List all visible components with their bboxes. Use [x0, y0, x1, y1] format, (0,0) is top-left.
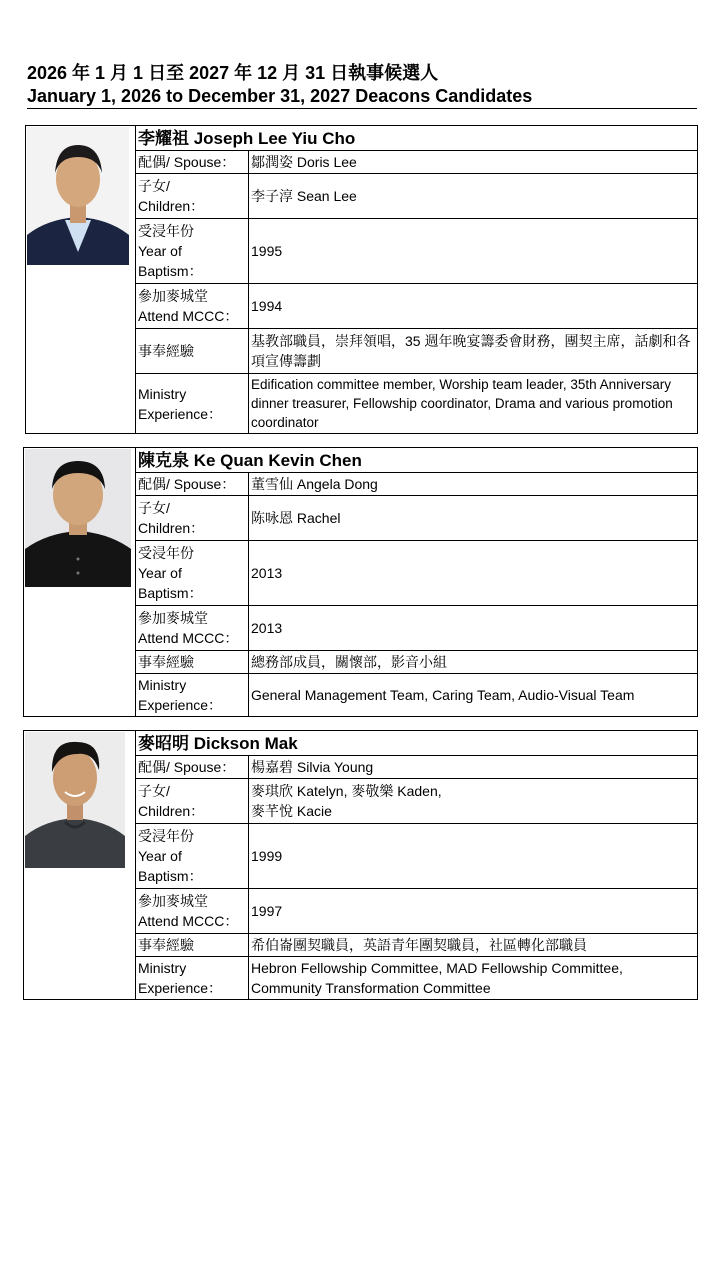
- photo-cell: [26, 126, 136, 434]
- title-chinese: 2026 年 1 月 1 日至 2027 年 12 月 31 日執事候選人: [27, 63, 439, 83]
- ministry-zh-label: 事奉經驗: [136, 651, 249, 674]
- baptism-value: 2013: [249, 541, 698, 606]
- children-value: 麥琪欣 Katelyn, 麥敬樂 Kaden, 麥芊悅 Kacie: [249, 779, 698, 824]
- attend-label: 參加麥城堂 Attend MCCC：: [136, 284, 249, 329]
- ministry-zh-label: 事奉經驗: [136, 934, 249, 957]
- ministry-zh-label: 事奉經驗: [136, 329, 249, 374]
- children-value: 李子淳 Sean Lee: [249, 174, 698, 219]
- candidate-name: 陳克泉 Ke Quan Kevin Chen: [136, 448, 698, 473]
- baptism-label: 受浸年份 Year of Baptism：: [136, 541, 249, 606]
- spouse-value: 鄒潤姿 Doris Lee: [249, 151, 698, 174]
- title-english: January 1, 2026 to December 31, 2027 Deacons Candidates: [27, 86, 533, 106]
- ministry-en-label: Ministry Experience：: [136, 374, 249, 434]
- title-underline: [27, 108, 697, 109]
- ministry-en-value: Hebron Fellowship Committee, MAD Fellowship Committee, Community Transformation Committee: [249, 957, 698, 1000]
- candidate-photo: [25, 449, 131, 587]
- spouse-label: 配偶/ Spouse：: [136, 756, 249, 779]
- attend-value: 2013: [249, 606, 698, 651]
- children-label: 子女/ Children：: [136, 496, 249, 541]
- candidate-photo: [27, 127, 129, 265]
- ministry-zh-value: 總務部成員，關懷部，影音小組: [249, 651, 698, 674]
- ministry-en-label: Ministry Experience：: [136, 674, 249, 717]
- attend-value: 1997: [249, 889, 698, 934]
- ministry-en-value: General Management Team, Caring Team, Audio-Visual Team: [249, 674, 698, 717]
- children-value: 陈咏恩 Rachel: [249, 496, 698, 541]
- spouse-value: 董雪仙 Angela Dong: [249, 473, 698, 496]
- attend-label: 參加麥城堂 Attend MCCC：: [136, 606, 249, 651]
- children-label: 子女/ Children：: [136, 779, 249, 824]
- person-photo-icon: [25, 449, 131, 587]
- spouse-label: 配偶/ Spouse：: [136, 473, 249, 496]
- attend-label: 參加麥城堂 Attend MCCC：: [136, 889, 249, 934]
- baptism-value: 1995: [249, 219, 698, 284]
- candidate-photo: [25, 732, 125, 868]
- page-title: [27, 62, 697, 108]
- ministry-en-label: Ministry Experience：: [136, 957, 249, 1000]
- ministry-zh-value: 希伯崙團契職員，英語青年團契職員，社區轉化部職員: [249, 934, 698, 957]
- baptism-label: 受浸年份 Year of Baptism：: [136, 824, 249, 889]
- children-label: 子女/ Children：: [136, 174, 249, 219]
- spouse-label: 配偶/ Spouse：: [136, 151, 249, 174]
- photo-cell: [24, 731, 136, 1000]
- candidate-name: 麥昭明 Dickson Mak: [136, 731, 698, 756]
- person-photo-icon: [27, 127, 129, 265]
- baptism-value: 1999: [249, 824, 698, 889]
- spouse-value: 楊嘉碧 Silvia Young: [249, 756, 698, 779]
- candidate-name: 李耀祖 Joseph Lee Yiu Cho: [136, 126, 698, 151]
- ministry-en-value: Edification committee member, Worship team leader, 35th Anniversary dinner treasurer, Fellowship coordinator, Drama and various promotion coordinator: [249, 374, 698, 434]
- person-photo-icon: [25, 732, 125, 868]
- photo-cell: [24, 448, 136, 717]
- ministry-zh-value: 基教部職員，崇拜領唱，35 週年晚宴籌委會財務，團契主席，話劇和各項宣傳籌劃: [249, 329, 698, 374]
- baptism-label: 受浸年份 Year of Baptism：: [136, 219, 249, 284]
- attend-value: 1994: [249, 284, 698, 329]
